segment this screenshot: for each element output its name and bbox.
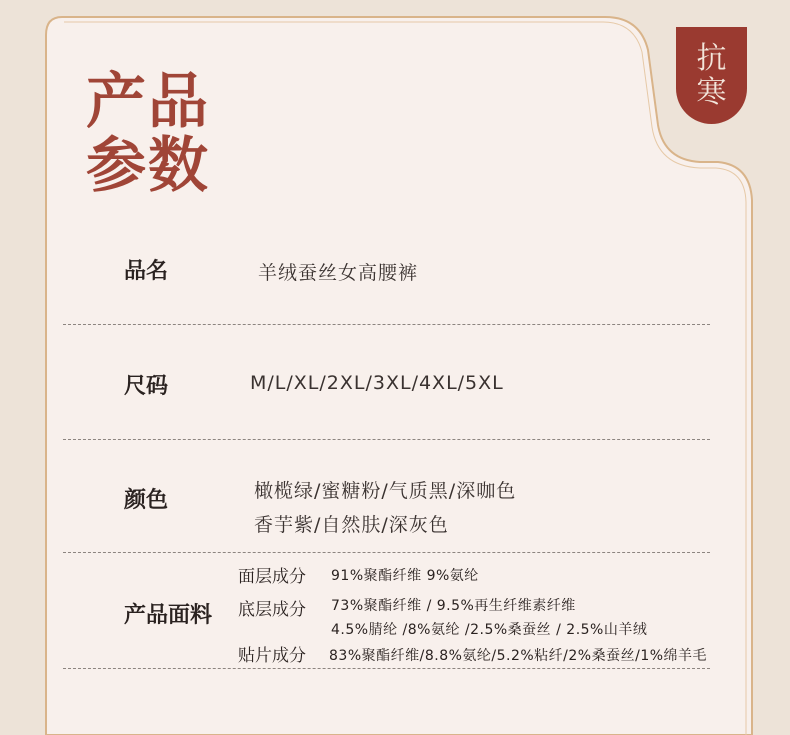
divider bbox=[63, 439, 710, 440]
badge-char-1: 抗 bbox=[696, 40, 727, 76]
patch-label: 贴片成分 bbox=[238, 646, 306, 666]
page-title bbox=[86, 67, 210, 201]
page-title-line2: 参数 bbox=[86, 131, 210, 201]
product-name-value: 羊绒蚕丝女高腰裤 bbox=[258, 262, 419, 284]
color-value-line1: 橄榄绿/蜜糖粉/气质黑/深咖色 bbox=[254, 480, 517, 502]
fabric-label: 产品面料 bbox=[124, 603, 213, 628]
divider bbox=[63, 552, 710, 553]
size-label: 尺码 bbox=[124, 374, 169, 399]
page-title-line1: 产品 bbox=[86, 67, 210, 137]
outer-layer-label: 面层成分 bbox=[238, 567, 306, 587]
inner-layer-value-line2: 4.5%腈纶 /8%氨纶 /2.5%桑蚕丝 / 2.5%山羊绒 bbox=[331, 622, 648, 638]
patch-value: 83%聚酯纤维/8.8%氨纶/5.2%粘纤/2%桑蚕丝/1%绵羊毛 bbox=[329, 648, 708, 664]
warmth-badge bbox=[676, 27, 747, 124]
divider bbox=[63, 324, 710, 325]
divider bbox=[63, 668, 710, 669]
outer-layer-value: 91%聚酯纤维 9%氨纶 bbox=[331, 568, 479, 584]
inner-layer-value-line1: 73%聚酯纤维 / 9.5%再生纤维素纤维 bbox=[331, 598, 576, 614]
color-value-line2: 香芋紫/自然肤/深灰色 bbox=[254, 514, 449, 536]
size-value: M/L/XL/2XL/3XL/4XL/5XL bbox=[250, 372, 504, 394]
badge-char-2: 寒 bbox=[696, 74, 727, 110]
inner-layer-label: 底层成分 bbox=[238, 600, 306, 620]
product-name-label: 品名 bbox=[124, 259, 169, 284]
color-label: 颜色 bbox=[124, 488, 169, 513]
